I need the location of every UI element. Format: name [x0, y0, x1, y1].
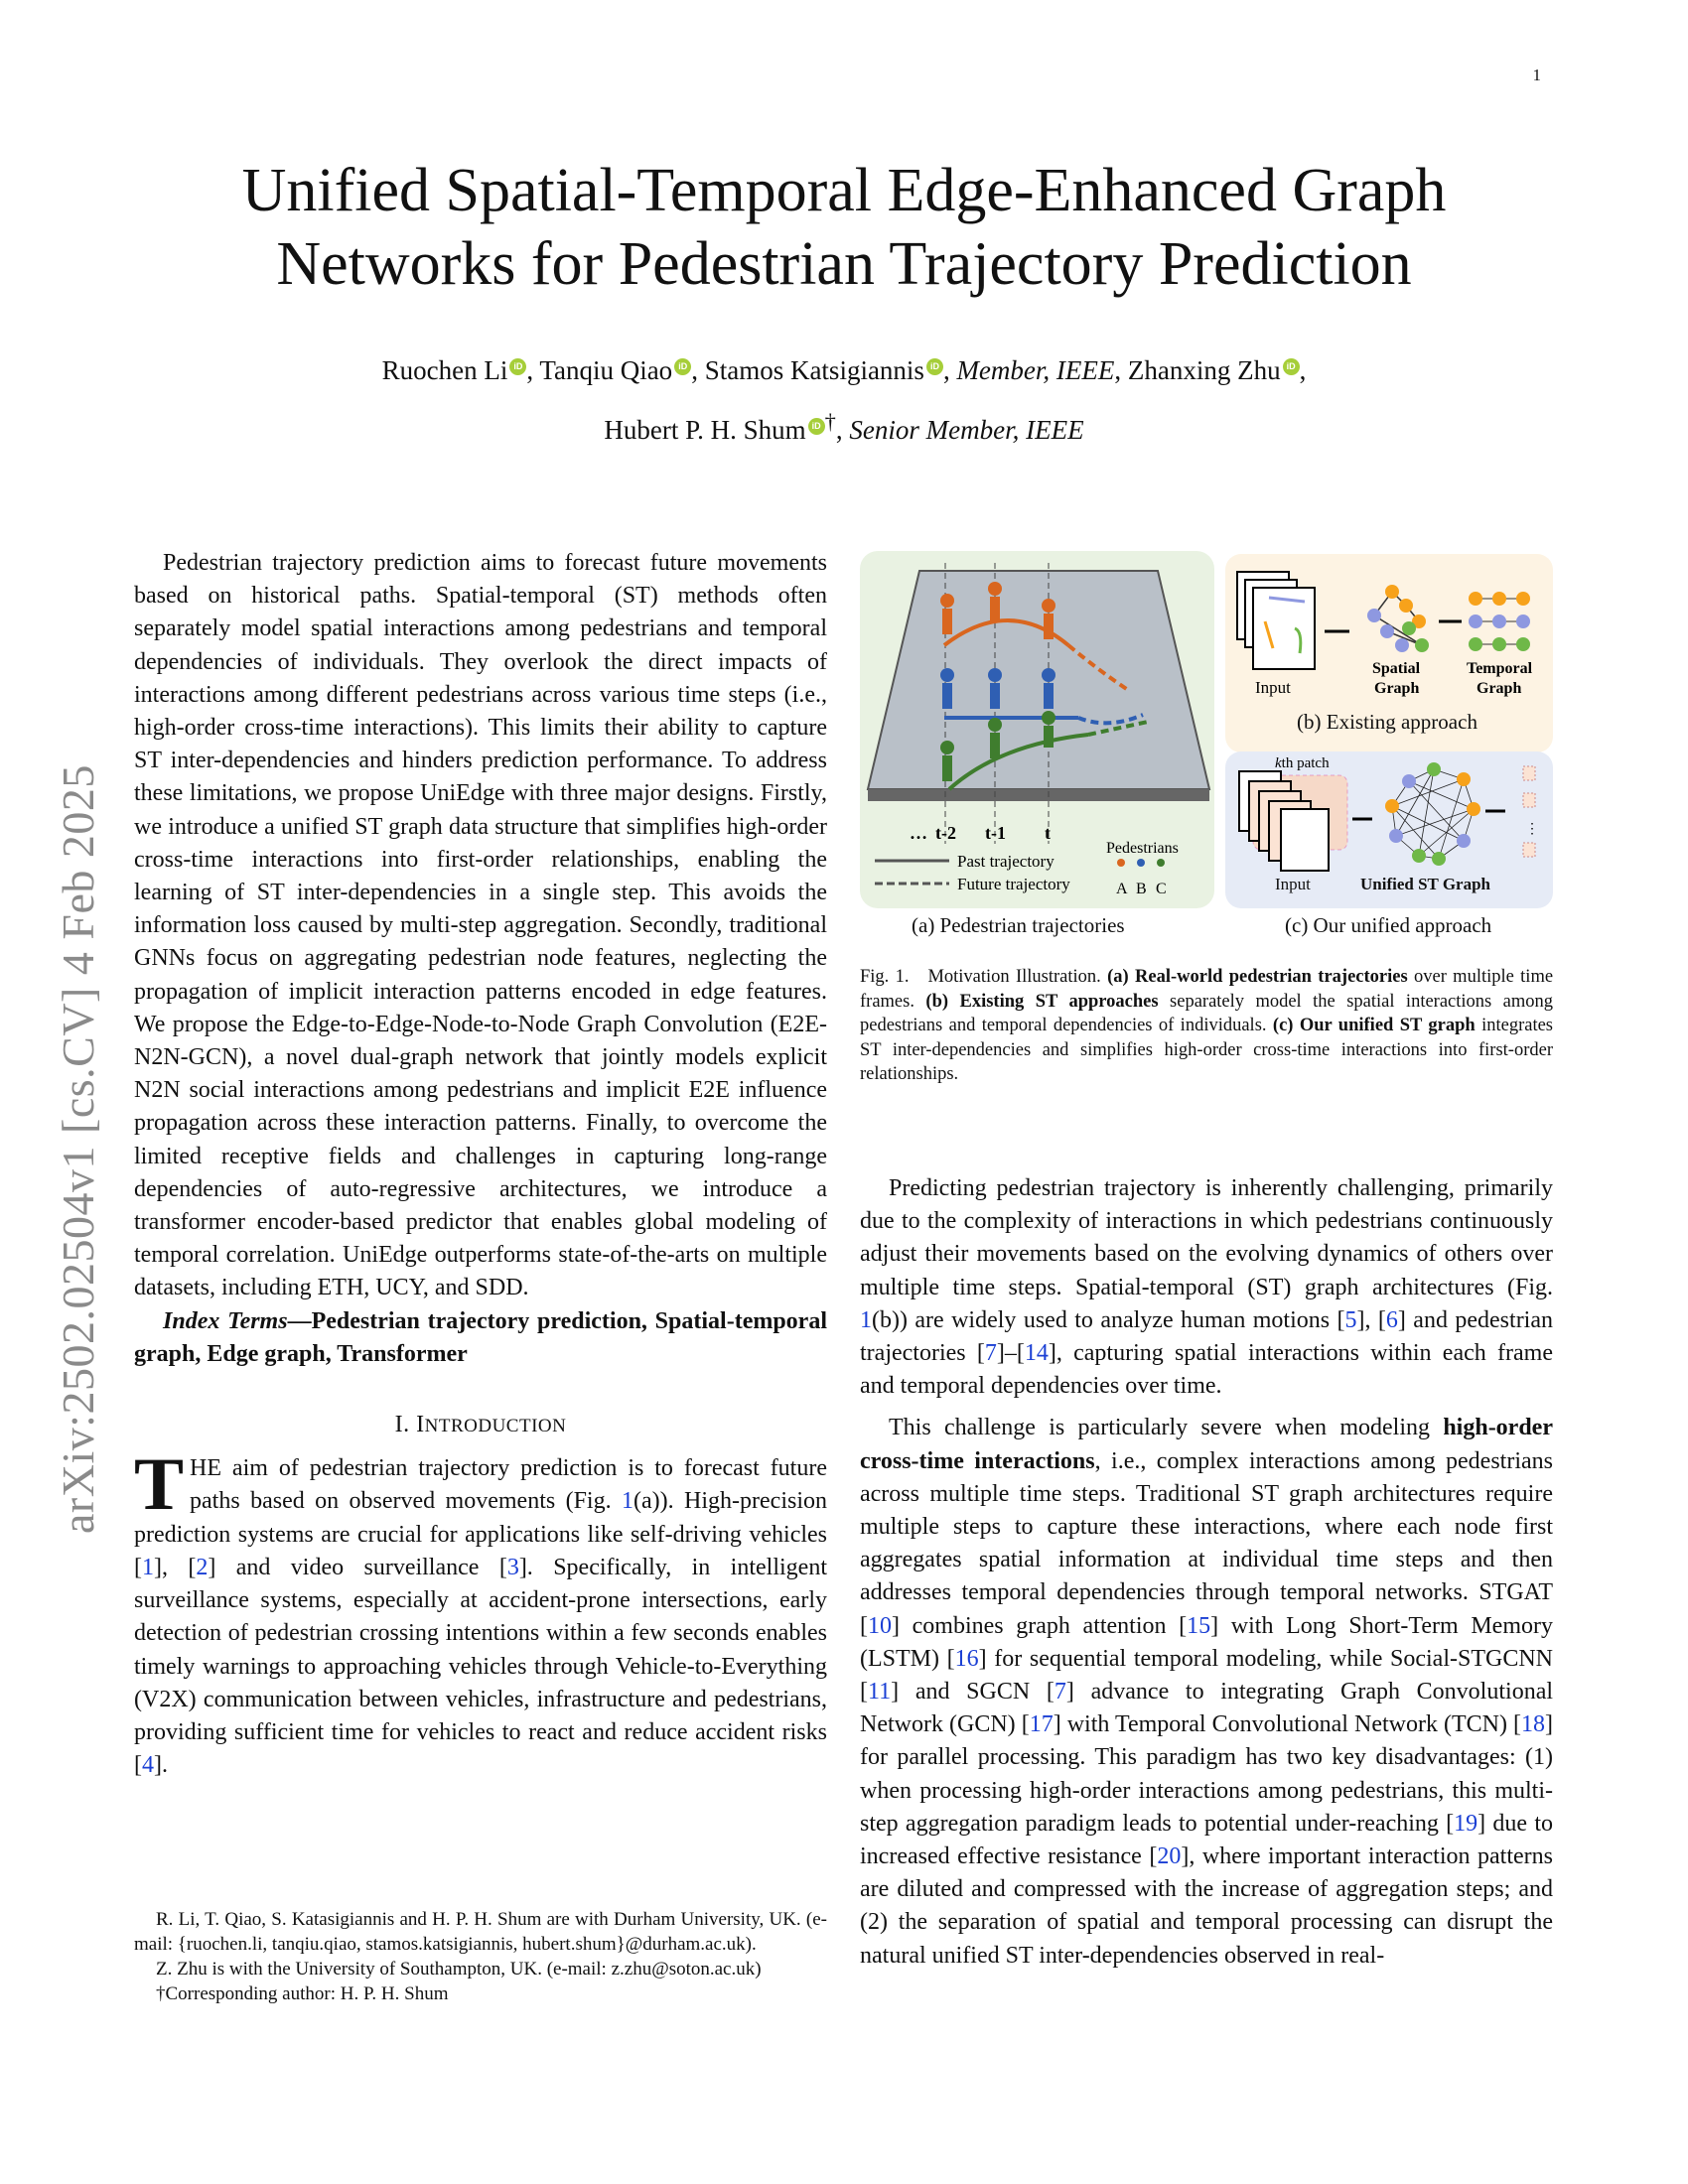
text-run: ] and video surveillance [: [208, 1554, 507, 1580]
citation-link[interactable]: 7: [1054, 1679, 1066, 1706]
citation-link[interactable]: 16: [954, 1645, 979, 1672]
text-run: ] for sequential temporal modeling, while Social-STGCNN [: [860, 1645, 1554, 1706]
text-run: This challenge is particularly severe when modeling: [889, 1415, 1444, 1441]
svg-text:⋮: ⋮: [1525, 822, 1539, 837]
caption-bold: Real-world pedestrian trajectories: [1135, 967, 1408, 987]
author-name: Tanqiu Qiao: [539, 355, 673, 385]
panel-c-caption: (c) Our unified approach: [1285, 913, 1492, 937]
index-terms: [134, 1305, 827, 1371]
time-ellipsis: …: [910, 823, 927, 843]
text-run: , i.e., complex interactions among pedestrians across multiple time steps. Traditional ST graph architectures require multiple steps to capture these interactions, where each node first aggregates spatial information at individual time steps and then addresses temporal dependencies through temporal networks. STGAT [: [860, 1447, 1553, 1639]
caption-intro: Motivation Illustration.: [927, 967, 1101, 987]
left-column: [134, 547, 827, 1782]
orcid-icon[interactable]: iD: [1283, 358, 1300, 375]
orcid-icon[interactable]: iD: [808, 418, 825, 435]
orcid-icon[interactable]: iD: [926, 358, 943, 375]
citation-link[interactable]: 4: [142, 1752, 154, 1779]
caption-label: Fig. 1.: [860, 967, 910, 987]
title-line-2: Networks for Pedestrian Trajectory Prediction: [276, 230, 1412, 298]
panel-a-trajectories: [860, 551, 1214, 908]
b-input-label: Input: [1255, 678, 1291, 697]
existing-approach-diagram: [1225, 554, 1553, 703]
author-name: Hubert P. H. Shum: [604, 415, 806, 445]
author-list: Ruochen Li iD , Tanqiu Qiao iD , Stamos Katsigiannis iD , Member, IEEE, Zhanxing Zhu iD , Hubert P. H. Shum iD †, Senior Member, IEEE: [381, 355, 1307, 445]
citation-link[interactable]: 10: [868, 1612, 892, 1639]
page-number: 1: [1532, 66, 1541, 84]
text-run: HE aim of pedestrian trajectory prediction is to forecast future paths based on observed movements (Fig.: [190, 1455, 827, 1515]
citation-link[interactable]: 7: [984, 1340, 997, 1367]
author-name: Stamos Katsigiannis: [704, 355, 924, 385]
panel-b-caption: (b) Existing approach: [1297, 710, 1477, 734]
body-paragraph: [860, 1412, 1553, 1972]
caption-bold: Our unified ST graph: [1299, 1016, 1476, 1035]
author-role: Member, IEEE: [956, 355, 1115, 385]
text-run: ], capturing spatial interactions within each frame and temporal dependencies over time.: [860, 1340, 1553, 1400]
citation-link[interactable]: 1: [142, 1554, 154, 1580]
citation-link[interactable]: 2: [196, 1554, 209, 1580]
legend-future: Future trajectory: [957, 875, 1070, 893]
author-name: Zhanxing Zhu: [1127, 355, 1281, 385]
orcid-icon[interactable]: iD: [674, 358, 691, 375]
figure-1-caption: [860, 965, 1553, 1087]
text-run: Predicting pedestrian trajectory is inherently challenging, primarily due to the complexity of interactions in which pedestrians continuously adjust their movements based on the evolving dynamics of others over multiple time steps. Spatial-temporal (ST) graph architectures (Fig.: [860, 1175, 1553, 1300]
section-title-rest: NTRODUCTION: [424, 1416, 567, 1437]
figure-1: [860, 551, 1553, 943]
panel-b-existing: [1225, 554, 1553, 752]
text-run: (a)). High-precision prediction systems are crucial for applications like self-driving vehicles [: [134, 1488, 827, 1580]
author-role: Senior Member, IEEE: [849, 415, 1084, 445]
citation-link[interactable]: 18: [1521, 1711, 1545, 1738]
arxiv-stamp: arXiv:2502.02504v1 [cs.CV] 4 Feb 2025: [53, 764, 103, 1534]
caption-text: separately model the spatial interactions among pedestrians and temporal dependencies of individuals.: [860, 991, 1554, 1035]
legend-pedestrians: Pedestrians: [1106, 840, 1179, 857]
text-run: ]. Specifically, in intelligent surveillance systems, especially at accident-prone intersections, early detection of pedestrian crossing intentions within a few seconds enables timely warnings to approaching vehicles through Vehicle-to-Everything (V2X) communication between vehicles, infrastructure and pedestrians, providing sufficient time for vehicles to react and reduce accident risks [: [134, 1554, 827, 1779]
svg-text:B: B: [1136, 881, 1147, 897]
text-run: ] advance to integrating Graph Convolutional Network (GCN) [: [860, 1679, 1554, 1738]
index-terms-label: Index Terms: [163, 1307, 288, 1334]
footnote-affiliation: Z. Zhu is with the University of Southampton, UK. (e-mail: z.zhu@soton.ac.uk): [156, 1959, 762, 1979]
body-paragraph: [860, 1172, 1553, 1403]
text-run: (b)) are widely used to analyze human motions [: [872, 1306, 1345, 1333]
text-run: ] due to increased effective resistance [: [860, 1810, 1553, 1870]
time-label-t-2: t-2: [935, 823, 956, 843]
time-label-t: t: [1045, 823, 1051, 843]
caption-bold: Existing ST approaches: [959, 991, 1159, 1012]
c-graph-label: Unified ST Graph: [1360, 875, 1491, 893]
svg-text:kth patch: kth patch: [1275, 755, 1330, 771]
text-run: ] and pedestrian trajectories [: [860, 1306, 1554, 1367]
citation-link[interactable]: 20: [1157, 1843, 1182, 1870]
caption-tag: (b): [925, 991, 949, 1012]
text-run: ] with Temporal Convolutional Network (TCN) [: [1053, 1711, 1521, 1738]
drop-cap: T: [134, 1443, 185, 1527]
caption-text: over multiple time frames.: [860, 967, 1554, 1012]
text-run: ] combines graph attention [: [892, 1612, 1188, 1639]
citation-link[interactable]: 15: [1187, 1612, 1211, 1639]
text-run: ], where important interaction patterns are diluted and compressed with the increase of aggregation steps; and (2) the separation of spatial and temporal processing can disrupt the natural unified ST inter-dependencies observed in real-: [860, 1843, 1554, 1969]
author-name: Ruochen Li: [381, 355, 508, 385]
abstract: Pedestrian trajectory prediction aims to forecast future movements based on historical paths. Spatial-temporal (ST) methods often separately model spatial interactions among pedestrians and temporal dependencies of individuals. They overlook the direct impacts of interactions among different pedestrians across various time steps (i.e., high-order cross-time interactions). This limits their ability to capture ST inter-dependencies and hinders prediction performance. To address these limitations, we propose UniEdge with three major designs. Firstly, we introduce a unified ST graph data structure that simplifies high-order cross-time interactions into first-order relationships, enabling the learning of ST inter-dependencies in a single step. This avoids the information loss caused by multi-step aggregation. Secondly, traditional GNNs focus on aggregating pedestrian node features, neglecting the propagation of implicit interaction patterns encoded in edge features. We propose the Edge-to-Edge-Node-to-Node Graph Convolution (E2E-N2N-GCN), a novel dual-graph network that jointly models explicit N2N social interactions among pedestrians and implicit E2E influence propagation across these interaction patterns. Finally, to overcome the limited receptive fields and challenges in capturing long-range dependencies of auto-regressive architectures, we introduce a transformer encoder-based predictor that enables global modeling of temporal correlation. UniEdge outperforms state-of-the-arts on multiple datasets, including ETH, UCY, and SDD.: [134, 550, 827, 1301]
citation-link[interactable]: 3: [506, 1554, 519, 1580]
paper-title: [0, 154, 1688, 301]
corresponding-mark: †: [824, 409, 836, 434]
index-terms-text: Pedestrian trajectory prediction, Spatial-temporal graph, Edge graph, Transformer: [134, 1307, 827, 1367]
text-run: ]–[: [996, 1340, 1025, 1367]
unified-approach-diagram: [1225, 751, 1553, 876]
svg-text:A: A: [1116, 881, 1128, 897]
svg-text:C: C: [1156, 881, 1167, 897]
footnote-affiliation: R. Li, T. Qiao, S. Katasigiannis and H. P. H. Shum are with Durham University, UK. (e-mail: {ruochen.li, tanqiu.qiao, stamos.katsigiannis, hubert.shum}@durham.ac.uk).: [134, 1909, 827, 1955]
text-run: ] with Long Short-Term Memory (LSTM) [: [860, 1612, 1553, 1672]
footnotes: [134, 1907, 827, 2006]
panel-c-unified: [1225, 751, 1553, 908]
section-heading-introduction: [134, 1409, 827, 1442]
intro-paragraph: [134, 1443, 827, 1782]
caption-text: integrates ST inter-dependencies and simplifies high-order cross-time interactions into first-order relationships.: [860, 1016, 1553, 1084]
svg-text:Graph: Graph: [1477, 680, 1522, 697]
text-run: ], [: [154, 1554, 197, 1580]
figure-ref[interactable]: 1: [860, 1306, 872, 1333]
text-run: ] for parallel processing. This paradigm has two key disadvantages: (1) when processing high-order interactions among pedestrians, this multi-step aggregation paradigm leads to potential under-reaching [: [860, 1711, 1553, 1837]
svg-text:Graph: Graph: [1374, 680, 1420, 697]
panel-a-caption: (a) Pedestrian trajectories: [912, 913, 1125, 937]
legend-past: Past trajectory: [957, 852, 1055, 871]
svg-text:Spatial: Spatial: [1372, 660, 1421, 677]
citation-link[interactable]: 14: [1024, 1340, 1049, 1367]
citation-link[interactable]: 17: [1029, 1711, 1054, 1738]
citation-link[interactable]: 19: [1454, 1810, 1478, 1837]
footnote-corresponding: †Corresponding author: H. P. H. Shum: [156, 1983, 449, 2004]
time-label-t-1: t-1: [985, 823, 1006, 843]
caption-tag: (c): [1272, 1016, 1294, 1035]
text-run: ].: [154, 1752, 168, 1779]
text-run: ], [: [1356, 1306, 1386, 1333]
c-input-label: Input: [1275, 875, 1311, 893]
citation-link[interactable]: 6: [1385, 1306, 1398, 1333]
text-run: ] and SGCN [: [891, 1679, 1055, 1706]
section-title-initial: I: [416, 1412, 425, 1438]
title-line-1: Unified Spatial-Temporal Edge-Enhanced Graph: [241, 157, 1447, 224]
right-column: [860, 1172, 1553, 1973]
emphasis: high-order cross-time interactions: [860, 1415, 1553, 1474]
citation-link[interactable]: 5: [1344, 1306, 1357, 1333]
index-terms-dash: —: [287, 1307, 312, 1334]
citation-link[interactable]: 11: [868, 1679, 892, 1706]
orcid-icon[interactable]: iD: [509, 358, 526, 375]
trajectory-illustration: [860, 551, 1214, 908]
caption-tag: (a): [1107, 967, 1129, 987]
svg-text:Temporal: Temporal: [1467, 660, 1533, 677]
section-numeral: I.: [394, 1412, 410, 1438]
figure-ref[interactable]: 1: [622, 1488, 633, 1515]
